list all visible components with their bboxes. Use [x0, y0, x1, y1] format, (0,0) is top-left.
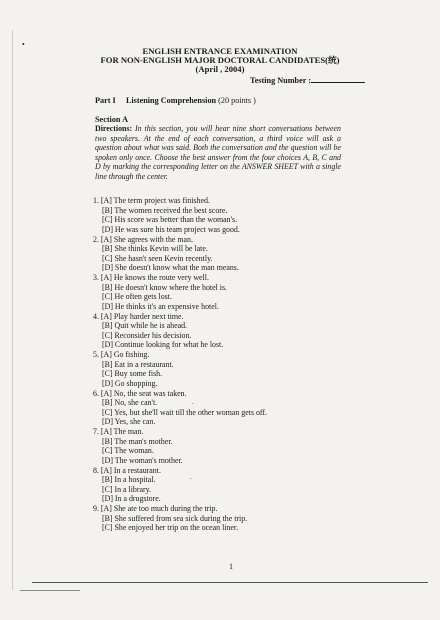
question-option: [C] His score was better than the woman's.	[102, 215, 238, 225]
question-option: 2. [A] She agrees with the man.	[93, 234, 193, 244]
question-option: 3. [A] He knows the route very well.	[93, 273, 209, 282]
directions-label: Directions:	[95, 124, 133, 133]
question-option: [C] In a library.	[102, 484, 152, 494]
margin-mark: •	[22, 40, 25, 49]
exam-subtitle: FOR NON-ENGLISH MAJOR DOCTORAL CANDIDATES(统)	[100, 55, 340, 65]
part-heading	[95, 96, 256, 105]
testing-number	[250, 75, 365, 85]
question-option: [C] Yes, but she'll wait till the other woman gets off.	[102, 407, 267, 417]
directions	[95, 124, 341, 182]
question-option: [B] In a hospital.	[102, 475, 156, 485]
testing-number-label: Testing Number :	[250, 76, 311, 85]
question-option: 7. [A] The man.	[93, 427, 144, 436]
question-option: [D] He was sure his team project was good.	[102, 224, 240, 234]
question-option: [C] He often gets lost.	[102, 292, 172, 302]
scan-edge	[12, 30, 13, 590]
question-option: [C] Buy some fish.	[102, 369, 163, 379]
question-option: [C] Reconsider his decision.	[102, 330, 192, 340]
section-heading: Section A	[95, 115, 128, 124]
footer-rule	[32, 582, 428, 583]
question-option: [D] In a drugstore.	[102, 494, 161, 504]
question-option: [D] He thinks it's an expensive hotel.	[102, 301, 219, 311]
question-option: [C] She enjoyed her trip on the ocean liner.	[102, 523, 239, 533]
question-option: [B] He doesn't know where the hotel is.	[102, 282, 228, 292]
question-option: [C] She hasn't seen Kevin recently.	[102, 253, 213, 263]
question-option: 6. [A] No, the seat was taken.	[93, 388, 187, 398]
part-label: Part I	[95, 96, 116, 105]
scan-speck: .	[190, 473, 192, 481]
testing-number-blank	[311, 75, 365, 83]
footer-rule-short	[20, 590, 80, 591]
question-option: [D] She doesn't know what the man means.	[102, 263, 239, 273]
question-option: 1. [A] The term project was finished.	[93, 196, 210, 205]
question-option: 4. [A] Play harder next time.	[93, 311, 184, 321]
question-option: [B] She thinks Kevin will be late.	[102, 244, 208, 254]
question-option: [D] The woman's mother.	[102, 455, 183, 465]
question-option: 9. [A] She ate too much during the trip.	[93, 504, 218, 513]
question-option: [B] The man's mother.	[102, 436, 173, 446]
directions-text: In this section, you will hear nine short conversations between two speakers. At the end of each conversation, a third voice will ask a question about what was said. Both the conversation and the question will be spoken only once. Choose the best answer from the four choices A, B, C and D by marking the corresponding letter on the ANSWER SHEET with a single line through the center.	[95, 124, 341, 181]
question-option: [D] Continue looking for what he lost.	[102, 340, 224, 350]
question-option: 8. [A] In a restaurant.	[93, 465, 161, 475]
question-option: [D] Go shopping.	[102, 378, 158, 388]
question-option: [D] Yes, she can.	[102, 417, 156, 427]
exam-title: ENGLISH ENTRANCE EXAMINATION	[142, 46, 298, 56]
question-option: [B] Eat in a restaurant.	[102, 359, 174, 369]
part-points: (20 points )	[218, 96, 256, 105]
question-option: [B] Quit while he is ahead.	[102, 321, 188, 331]
exam-date: (April , 2004)	[195, 64, 245, 74]
question-option: 5. [A] Go fishing.	[93, 350, 150, 359]
question-option: [B] No, she can't.	[102, 398, 158, 408]
scan-speck: .	[192, 398, 194, 406]
question-option: [B] The women received the best score.	[102, 205, 228, 215]
question-option: [B] She suffered from sea sick during the trip.	[102, 513, 248, 523]
question-list	[93, 196, 393, 533]
question-option: [C] The woman.	[102, 446, 154, 456]
part-title: Listening Comprehension	[125, 96, 217, 105]
page-number: 1	[229, 562, 233, 571]
